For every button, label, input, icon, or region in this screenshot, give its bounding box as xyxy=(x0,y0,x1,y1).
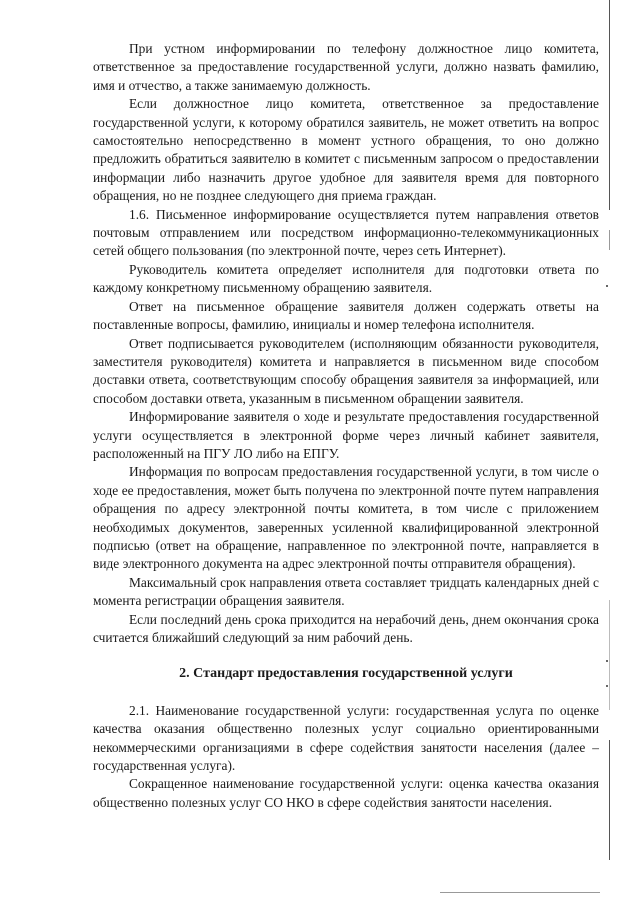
paragraph-max-term: Максимальный срок направления ответа составляет тридцать календарных дней с момента регистрации обращения заявителя. xyxy=(93,574,599,609)
scan-edge-line xyxy=(609,230,610,250)
scan-mark xyxy=(606,685,608,687)
paragraph-last-day: Если последний день срока приходится на нерабочий день, днем окончания срока считается ближайший следующий за ним рабочий день. xyxy=(93,611,599,645)
section-heading: 2. Стандарт предоставления государственной услуги xyxy=(179,666,513,682)
paragraph-electronic-info: Информирование заявителя о ходе и результате предоставления государственной услуги осуществляется в электронной форме через личный кабинет заявителя, расположенный на ПГУ ЛО либо на ЕПГУ. xyxy=(93,409,599,461)
scan-bottom-line xyxy=(440,892,600,893)
scan-edge-line xyxy=(609,740,610,860)
paragraph-short-name: Сокращенное наименование государственной услуги: оценка качества оказания общественно полезных услуг СО НКО в сфере содействия занятости населения. xyxy=(93,776,599,810)
paragraph-email-info: Информация по вопросам предоставления государственной услуги, в том числе о ходе ее предоставления, может быть получена по электронной почте путем направления обращения по адресу электронной почты комитета, в том числе с приложением необходимых документов, заверенных усиленной квалифицированной электронной подписью (ответ на обращение, направленное по электронной почте, направляется в виде электронного документа на адрес электронной почты отправителя обращения). xyxy=(93,464,599,572)
scan-edge-line xyxy=(609,0,610,210)
scan-mark xyxy=(606,285,608,287)
paragraph-cannot-answer: Если должностное лицо комитета, ответственное за предоставление государственной услуги, к которому обратился заявитель, не может ответить на вопрос самостоятельно непосредственно в момент устного обращения, то оно должно предложить обратиться заявителю в комитет с письменным запросом о предоставлении информации либо назначить другое удобное для заявителя время для повторного обращения, но не позднее следующего дня приема граждан. xyxy=(93,96,599,204)
scan-edge-line xyxy=(609,600,610,710)
paragraph-service-name: 2.1. Наименование государственной услуги: государственная услуга по оценке качества оказания общественно полезных услуг социально ориентированными некоммерческими организациями в сфере содействия занятости населения (далее – государственная услуга). xyxy=(93,702,599,774)
spacer xyxy=(93,684,599,702)
paragraph-answer-content: Ответ на письменное обращение заявителя должен содержать ответы на поставленные вопросы, фамилию, инициалы и номер телефона исполнителя. xyxy=(93,298,599,333)
paragraph-answer-signed: Ответ подписывается руководителем (исполняющим обязанности руководителя, заместителя руководителя) комитета и направляется в письменном виде способом доставки ответа, соответствующим способу обращения заявителя за информацией, или способом доставки ответа, указанным в письменном обращении заявителя. xyxy=(93,335,599,406)
document-page xyxy=(93,40,599,812)
spacer xyxy=(93,647,599,665)
paragraph-written-info: 1.6. Письменное информирование осуществляется путем направления ответов почтовым отправлением или посредством информационно-телекоммуникационных сетей общего пользования (по электронной почте, через сеть Интернет). xyxy=(93,206,599,259)
scan-mark xyxy=(606,660,608,662)
paragraph-oral-info: При устном информировании по телефону должностное лицо комитета, ответственное за предоставление государственной услуги, должно назвать фамилию, имя и отчество, а также занимаемую должность. xyxy=(93,41,599,93)
paragraph-executor: Руководитель комитета определяет исполнителя для подготовки ответа по каждому конкретному письменному обращению заявителя. xyxy=(93,261,599,296)
